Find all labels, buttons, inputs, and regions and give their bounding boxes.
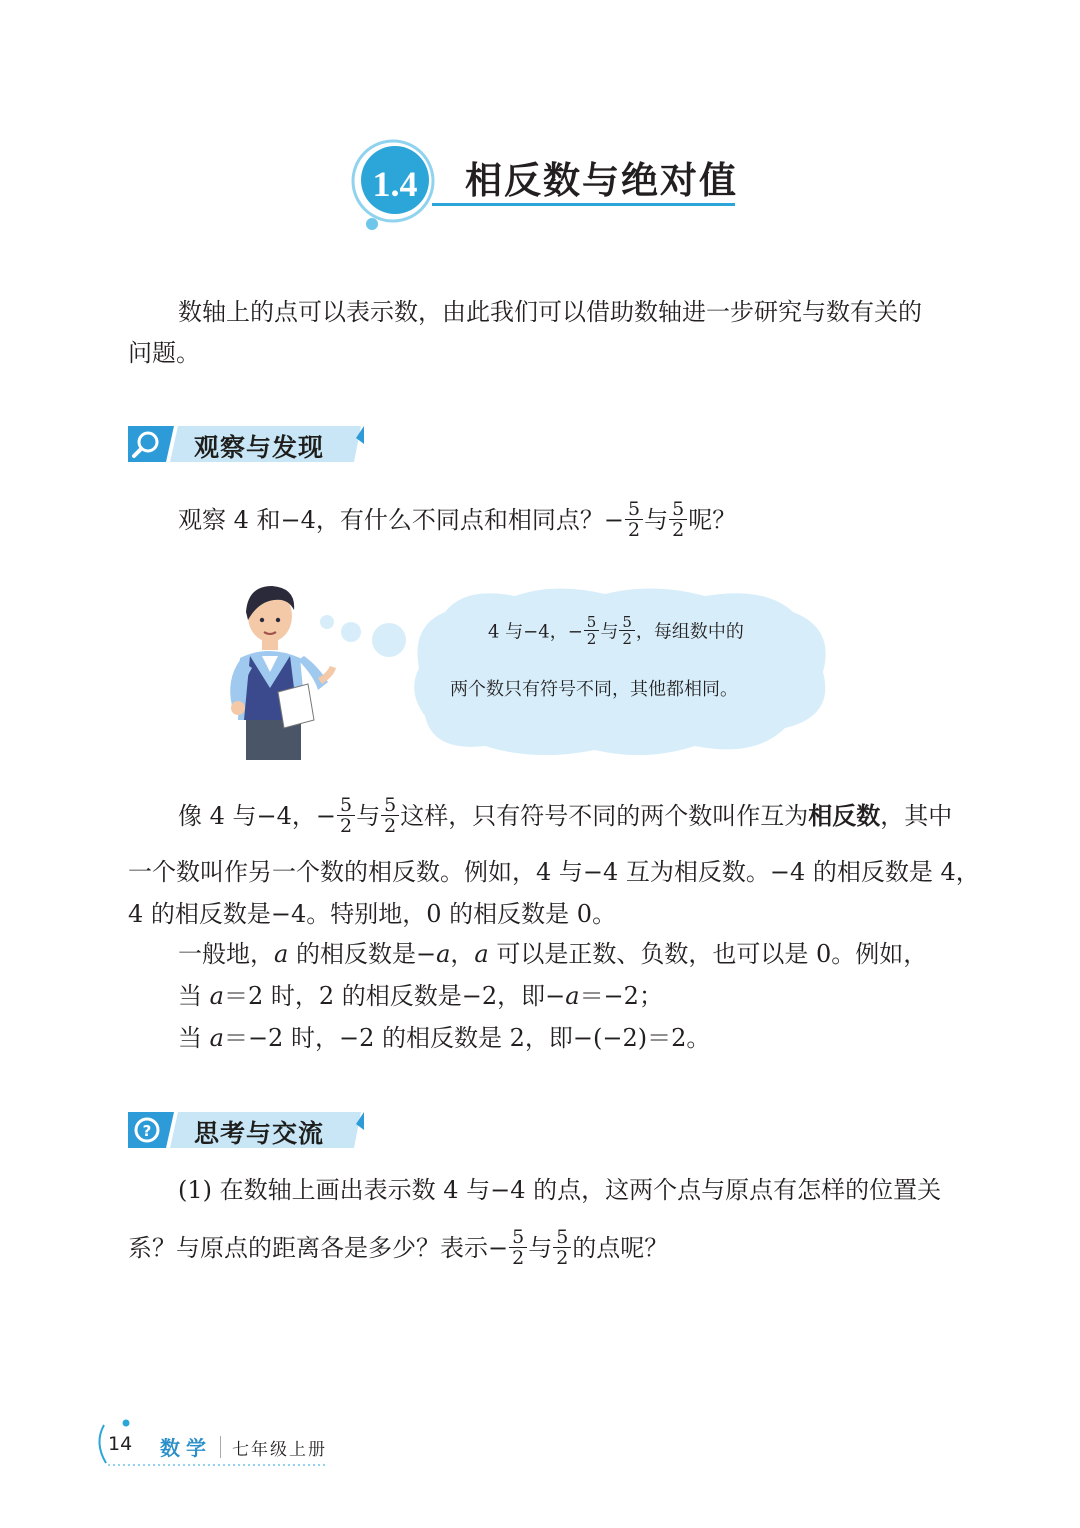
footer-book-title: 七年级上册 bbox=[232, 1440, 327, 1460]
fraction: $\frac{5}{2}$ bbox=[625, 499, 643, 540]
fraction: $\frac{5}{2}$ bbox=[337, 795, 355, 836]
section-title: 相反数与绝对值 bbox=[465, 159, 738, 202]
think-banner bbox=[126, 1110, 371, 1150]
svg-text:?: ? bbox=[142, 1122, 152, 1140]
observe-banner bbox=[126, 424, 371, 464]
title-underline bbox=[432, 203, 735, 206]
general-line-3: 当 a＝−2 时，−2 的相反数是 2，即−(−2)＝2。 bbox=[178, 1024, 711, 1052]
footer-subject: 数学 bbox=[160, 1436, 212, 1460]
fraction: $\frac{5}{2}$ bbox=[584, 614, 600, 647]
general-line-1: 一般地，a 的相反数是−a，a 可以是正数、负数，也可以是 0。例如， bbox=[178, 940, 928, 968]
definition-line-1: 像 4 与−4，− $\frac{5}{2}$ 与 $\frac{5}{2}$ 这样，只有符号不同的两个数叫作互为相反数，其中 bbox=[178, 794, 953, 837]
thought-cloud bbox=[315, 582, 845, 762]
definition-line-2: 一个数叫作另一个数的相反数。例如，4 与−4 互为相反数。−4 的相反数是 4， bbox=[128, 858, 980, 886]
observe-question: 观察 4 和−4，有什么不同点和相同点？− $\frac{5}{2}$ 与 $\frac{5}{2}$ 呢？ bbox=[178, 498, 737, 541]
fraction: $\frac{5}{2}$ bbox=[381, 795, 399, 836]
think-banner-title: 思考与交流 bbox=[194, 1119, 325, 1148]
fraction: $\frac{5}{2}$ bbox=[619, 614, 635, 647]
fraction: $\frac{5}{2}$ bbox=[553, 1227, 571, 1268]
general-line-2: 当 a＝2 时，2 的相反数是−2，即−a＝−2； bbox=[178, 982, 663, 1010]
section-number-badge bbox=[345, 135, 437, 227]
fraction: $\frac{5}{2}$ bbox=[669, 499, 687, 540]
think-line-2: 系？与原点的距离各是多少？表示− $\frac{5}{2}$ 与 $\frac{5}{2}$ 的点呢？ bbox=[128, 1226, 669, 1269]
definition-line-3: 4 的相反数是−4。特别地，0 的相反数是 0。 bbox=[128, 900, 617, 928]
intro-line-2: 问题。 bbox=[128, 339, 200, 367]
cloud-line-2: 两个数只有符号不同，其他都相同。 bbox=[450, 679, 738, 700]
intro-line-1: 数轴上的点可以表示数，由此我们可以借助数轴进一步研究与数有关的 bbox=[178, 298, 922, 326]
think-line-1: (1) 在数轴上画出表示数 4 与−4 的点，这两个点与原点有怎样的位置关 bbox=[178, 1176, 942, 1204]
footer-separator bbox=[220, 1436, 221, 1458]
fraction: $\frac{5}{2}$ bbox=[509, 1227, 527, 1268]
term-opposite-number: 相反数 bbox=[808, 802, 881, 830]
page-number: 14 bbox=[108, 1433, 133, 1455]
observe-banner-title: 观察与发现 bbox=[194, 433, 325, 462]
title-dot bbox=[366, 218, 378, 230]
cloud-line-1: 4 与−4，− $\frac{5}{2}$ 与 $\frac{5}{2}$ ，每组数中的 bbox=[488, 613, 744, 648]
section-number: 1.4 bbox=[372, 164, 418, 204]
